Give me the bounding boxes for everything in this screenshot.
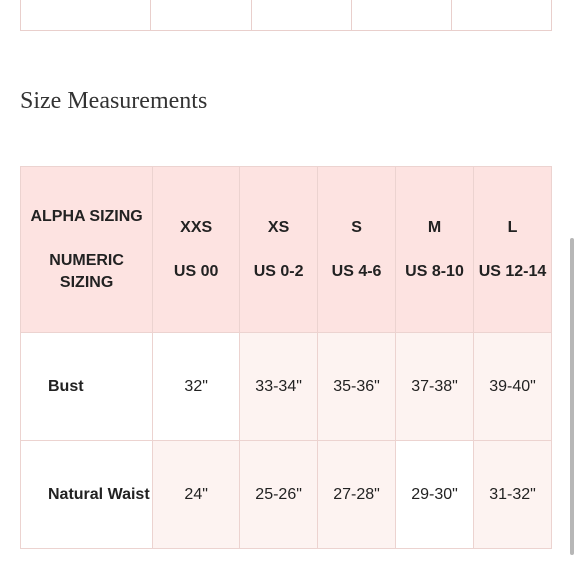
alpha-size: XXS (180, 218, 213, 236)
header-label-cell (21, 167, 153, 333)
numeric-size: US 0-2 (253, 262, 304, 280)
table-header-row (21, 167, 552, 333)
table-cell: 32" (153, 333, 240, 441)
alpha-size: L (507, 218, 518, 236)
row-label: Natural Waist (21, 441, 153, 549)
header-cell-xs (240, 167, 318, 333)
table-cell: 35-36" (318, 333, 396, 441)
table-viewport[interactable] (20, 0, 552, 580)
alpha-size: M (427, 218, 442, 236)
numeric-size: US 00 (173, 262, 219, 280)
header-cell-xxs (153, 167, 240, 333)
table-row-bust (21, 333, 552, 441)
numeric-sizing-label: NUMERIC SIZING (49, 251, 124, 291)
numeric-size: US 8-10 (405, 262, 464, 280)
table-cell: 24" (153, 441, 240, 549)
previous-table-bottom (20, 0, 552, 31)
table-row-natural-waist (21, 441, 552, 549)
table-cell: 39-40" (473, 333, 551, 441)
section-title: Size Measurements (20, 88, 208, 114)
table-cell: 31-32" (473, 441, 551, 549)
numeric-size: US 12-14 (478, 262, 547, 280)
vertical-scrollbar[interactable] (570, 238, 574, 555)
table-cell: 33-34" (240, 333, 318, 441)
table-cell: 25-26" (240, 441, 318, 549)
row-label: Bust (21, 333, 153, 441)
header-cell-m (396, 167, 474, 333)
numeric-size: US 4-6 (331, 262, 382, 280)
alpha-sizing-label: ALPHA SIZING (30, 207, 143, 225)
alpha-size: S (351, 218, 362, 236)
alpha-size: XS (267, 218, 290, 236)
table-cell: 27-28" (318, 441, 396, 549)
header-cell-s (318, 167, 396, 333)
header-cell-l (473, 167, 551, 333)
table-cell: 29-30" (396, 441, 474, 549)
size-measurements-table (20, 166, 552, 549)
table-cell: 37-38" (396, 333, 474, 441)
